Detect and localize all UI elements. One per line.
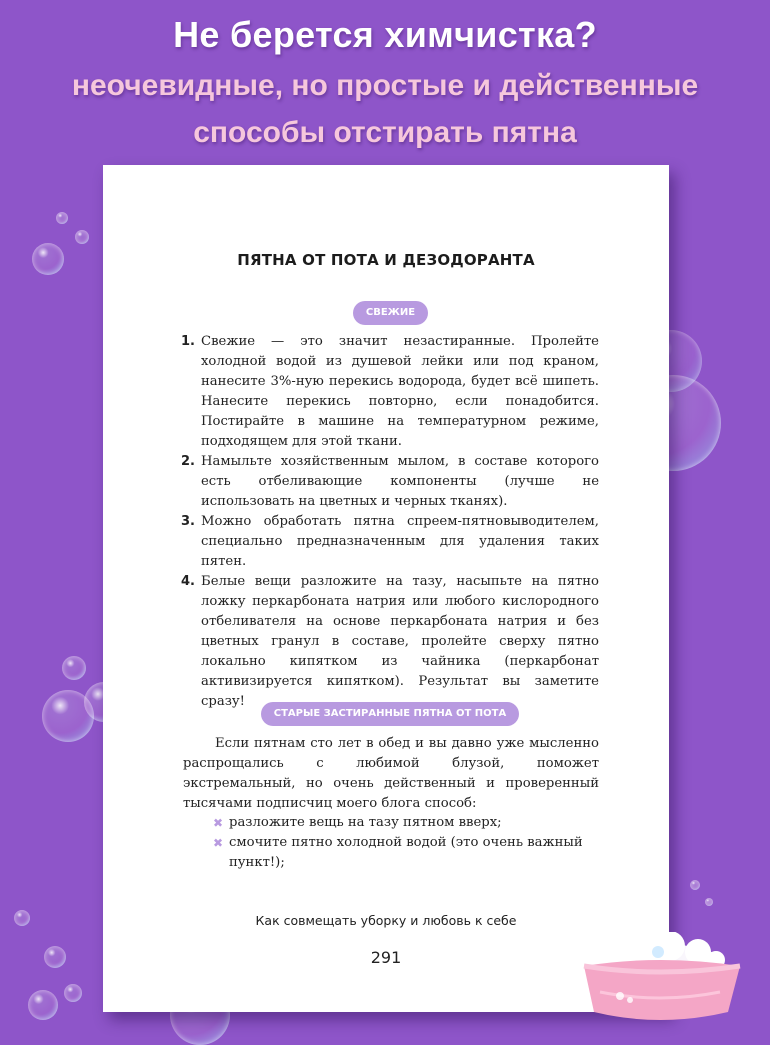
- bubble-decoration: [44, 946, 66, 968]
- list-item: [213, 813, 599, 833]
- bubble-decoration: [32, 243, 64, 275]
- book-page: [103, 165, 669, 1012]
- steps-list: [181, 332, 599, 712]
- bubble-decoration: [705, 898, 713, 906]
- cross-bullet-icon: ✖: [213, 836, 224, 850]
- page-number: 291: [370, 948, 402, 967]
- list-item: [213, 833, 599, 873]
- book-footer-title: Как совмещать уборку и любовь к себе: [255, 913, 517, 928]
- intro-paragraph: Если пятнам сто лет в обед и вы давно уже мысленно распрощались с любимой блузой, поможет экстремальный, но очень действенный и проверенный тысячами подписчиц моего блога способ:: [183, 736, 599, 811]
- bullet-text: разложите вещь на тазу пятном вверх;: [229, 815, 502, 830]
- item-number: 3.: [181, 514, 195, 529]
- bubble-decoration: [14, 910, 30, 926]
- item-number: 2.: [181, 454, 195, 469]
- section-label-old-stains: СТАРЫЕ ЗАСТИРАННЫЕ ПЯТНА ОТ ПОТА: [261, 702, 519, 726]
- list-item: [181, 332, 599, 452]
- item-text: Можно обработать пятна спреем-пятновыводителем, специально предназначенным для удаления таких пятен.: [201, 514, 599, 569]
- section-label-fresh: СВЕЖИЕ: [353, 301, 428, 325]
- bullet-text: смочите пятно холодной водой (это очень важный пункт!);: [229, 835, 583, 870]
- banner-subtitle-line1: неочевидные, но простые и действенные: [71, 69, 699, 102]
- bubble-decoration: [62, 656, 86, 680]
- list-item: [181, 452, 599, 512]
- item-text: Белые вещи разложите на тазу, насыпьте на пятно ложку перкарбоната натрия или любого кислородного отбеливателя на основе перкарбоната натрия и без цветных гранул в составе, пролейте сверху пятно локально кипятком из чайника (перкарбонат активизируется кипятком). Результат вы заметите сразу!: [201, 574, 599, 709]
- bubble-decoration: [56, 212, 68, 224]
- bubble-decoration: [28, 990, 58, 1020]
- cross-bullet-icon: ✖: [213, 816, 224, 830]
- item-number: 4.: [181, 574, 195, 589]
- bubble-decoration: [64, 984, 82, 1002]
- banner-subtitle-line2: способы отстирать пятна: [193, 116, 577, 149]
- item-number: 1.: [181, 334, 195, 349]
- page-heading: ПЯТНА ОТ ПОТА И ДЕЗОДОРАНТА: [237, 251, 535, 269]
- bathtub-illustration: [580, 932, 750, 1024]
- item-text: Намыльте хозяйственным мылом, в составе которого есть отбеливающие компоненты (лучше не использовать на цветных и черных тканях).: [201, 454, 599, 509]
- bubble-decoration: [690, 880, 700, 890]
- bubble-decoration: [75, 230, 89, 244]
- list-item: [181, 512, 599, 572]
- list-item: [181, 572, 599, 712]
- item-text: Свежие — это значит незастиранные. Пролейте холодной водой из душевой лейки или под краном, нанесите 3%-ную перекись водорода, будет всё шипеть. Нанесите перекись повторно, если понадобится. Постирайте в машине на температурном режиме, подходящем для этой ткани.: [201, 334, 599, 449]
- banner-title: Не берется химчистка?: [173, 14, 597, 55]
- bullet-list: [213, 813, 599, 873]
